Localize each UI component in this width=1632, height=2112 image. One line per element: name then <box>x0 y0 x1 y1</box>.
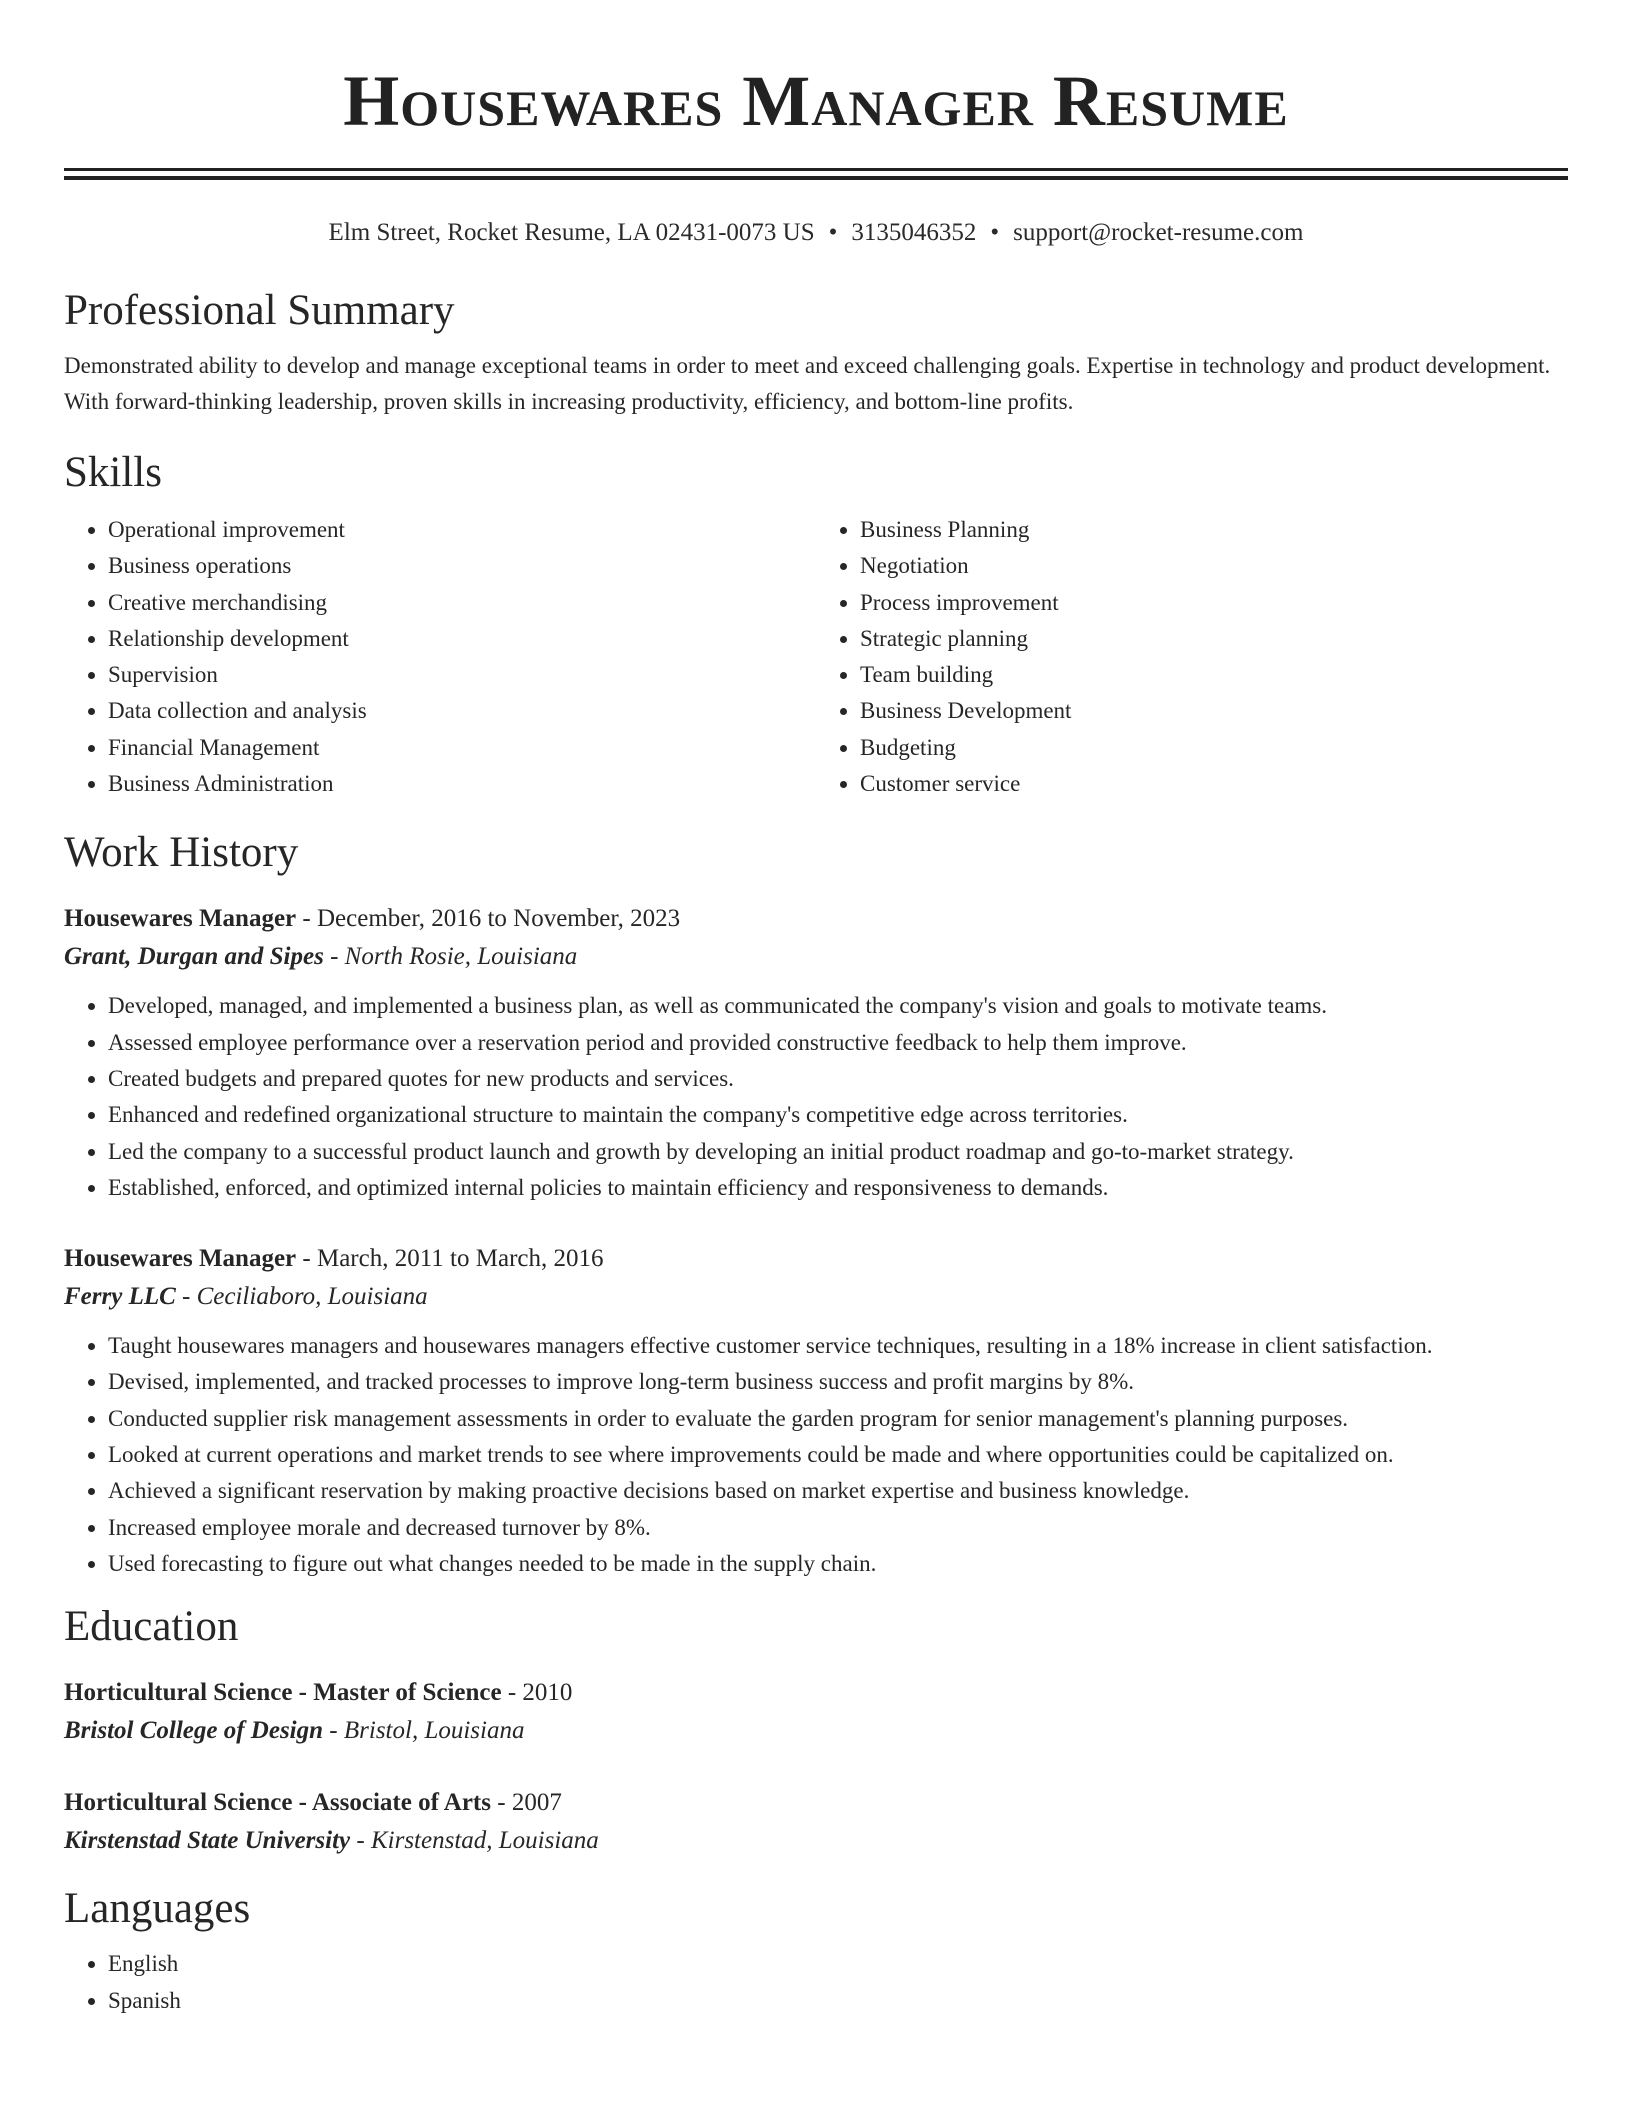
skill-item: • Operational improvement <box>108 512 816 548</box>
job-dates: - March, 2011 to March, 2016 <box>296 1245 604 1273</box>
education-degree: Horticultural Science - Master of Science <box>64 1679 502 1707</box>
education-degree-line <box>64 1674 1568 1712</box>
job-bullet: • Achieved a significant reservation by making proactive decisions based on market expertise and business knowledge. <box>108 1473 1568 1509</box>
job-bullet-list <box>64 1328 1568 1582</box>
job-entry <box>64 1240 1568 1582</box>
education-degree: Horticultural Science - Associate of Arts <box>64 1789 491 1817</box>
contact-address: Elm Street, Rocket Resume, LA 02431-0073 US <box>328 219 815 246</box>
job-bullet: • Assessed employee performance over a reservation period and provided constructive feedback to help them improve. <box>108 1025 1568 1061</box>
skill-item: • Supervision <box>108 657 816 693</box>
skill-item: • Customer service <box>860 766 1568 802</box>
job-bullet: • Led the company to a successful product launch and growth by developing an initial product roadmap and go-to-market strategy. <box>108 1134 1568 1170</box>
job-company: Grant, Durgan and Sipes <box>64 943 324 971</box>
skill-item: • Data collection and analysis <box>108 693 816 729</box>
job-company-line <box>64 1278 1568 1316</box>
skill-item: • Team building <box>860 657 1568 693</box>
skill-item: • Negotiation <box>860 548 1568 584</box>
languages-list <box>64 1946 1568 2019</box>
skill-item: • Business Development <box>860 693 1568 729</box>
skill-item: • Strategic planning <box>860 621 1568 657</box>
skills-list-left <box>64 512 816 802</box>
skills-list-right <box>816 512 1568 802</box>
education-degree-line <box>64 1784 1568 1822</box>
language-item: • Spanish <box>108 1983 1568 2019</box>
section-heading-work-history: Work History <box>64 829 299 877</box>
education-school-line <box>64 1712 1568 1750</box>
contact-line <box>64 216 1568 250</box>
job-location: - Ceciliaboro, Louisiana <box>175 1283 428 1311</box>
section-heading-languages: Languages <box>64 1885 251 1933</box>
skill-item: • Relationship development <box>108 621 816 657</box>
contact-email: support@rocket-resume.com <box>1013 219 1304 246</box>
job-company: Ferry LLC <box>64 1283 176 1311</box>
contact-separator: • <box>990 219 1000 246</box>
job-bullet: • Established, enforced, and optimized internal policies to maintain efficiency and responsiveness to demands. <box>108 1170 1568 1206</box>
skills-columns <box>64 512 1568 802</box>
contact-phone: 3135046352 <box>851 219 977 246</box>
skill-item: • Financial Management <box>108 730 816 766</box>
job-bullet: • Enhanced and redefined organizational structure to maintain the company's competitive edge across territories. <box>108 1097 1568 1133</box>
title-divider <box>64 168 1568 180</box>
skill-item: • Business Planning <box>860 512 1568 548</box>
education-school-line <box>64 1822 1568 1860</box>
contact-separator: • <box>828 219 838 246</box>
job-bullet-list <box>64 988 1568 1206</box>
job-dates: - December, 2016 to November, 2023 <box>296 905 681 933</box>
education-location: - Bristol, Louisiana <box>323 1717 525 1745</box>
education-school: Kirstenstad State University <box>64 1827 351 1855</box>
section-heading-summary: Professional Summary <box>64 287 455 334</box>
education-school: Bristol College of Design <box>64 1717 324 1745</box>
skill-item: • Creative merchandising <box>108 585 816 621</box>
section-heading-education: Education <box>64 1603 239 1651</box>
education-year: - 2007 <box>491 1789 562 1817</box>
education-entry <box>64 1674 1568 1750</box>
job-company-line <box>64 938 1568 976</box>
summary-text: Demonstrated ability to develop and manage exceptional teams in order to meet and exceed challenging goals. Expertise in technology and product development. With forward-thinking leadership, proven skills in increasing productivity, efficiency, and bottom-line profits. <box>64 353 1551 414</box>
job-title-line <box>64 1240 1568 1278</box>
education-entry <box>64 1784 1568 1860</box>
education-location: - Kirstenstad, Louisiana <box>350 1827 599 1855</box>
section-heading-skills: Skills <box>64 449 162 496</box>
job-bullet: • Taught housewares managers and housewares managers effective customer service techniques, resulting in a 18% increase in client satisfaction. <box>108 1328 1568 1364</box>
job-bullet: • Conducted supplier risk management assessments in order to evaluate the garden program for senior management's planning purposes. <box>108 1401 1568 1437</box>
education-year: - 2010 <box>501 1679 573 1707</box>
job-title-line <box>64 900 1568 938</box>
skill-item: • Budgeting <box>860 730 1568 766</box>
job-entry <box>64 900 1568 1206</box>
resume-title: Housewares Manager Resume <box>343 61 1289 141</box>
job-bullet: • Increased employee morale and decreased turnover by 8%. <box>108 1510 1568 1546</box>
skill-item: • Process improvement <box>860 585 1568 621</box>
job-bullet: • Looked at current operations and market trends to see where improvements could be made and where opportunities could be capitalized on. <box>108 1437 1568 1473</box>
job-title: Housewares Manager <box>64 1245 297 1273</box>
job-bullet: • Developed, managed, and implemented a business plan, as well as communicated the company's vision and goals to motivate teams. <box>108 988 1568 1024</box>
skill-item: • Business operations <box>108 548 816 584</box>
job-location: - North Rosie, Louisiana <box>323 943 578 971</box>
job-title: Housewares Manager <box>64 905 297 933</box>
job-bullet: • Created budgets and prepared quotes for new products and services. <box>108 1061 1568 1097</box>
job-bullet: • Used forecasting to figure out what changes needed to be made in the supply chain. <box>108 1546 1568 1582</box>
language-item: • English <box>108 1946 1568 1982</box>
job-bullet: • Devised, implemented, and tracked processes to improve long-term business success and profit margins by 8%. <box>108 1364 1568 1400</box>
skill-item: • Business Administration <box>108 766 816 802</box>
